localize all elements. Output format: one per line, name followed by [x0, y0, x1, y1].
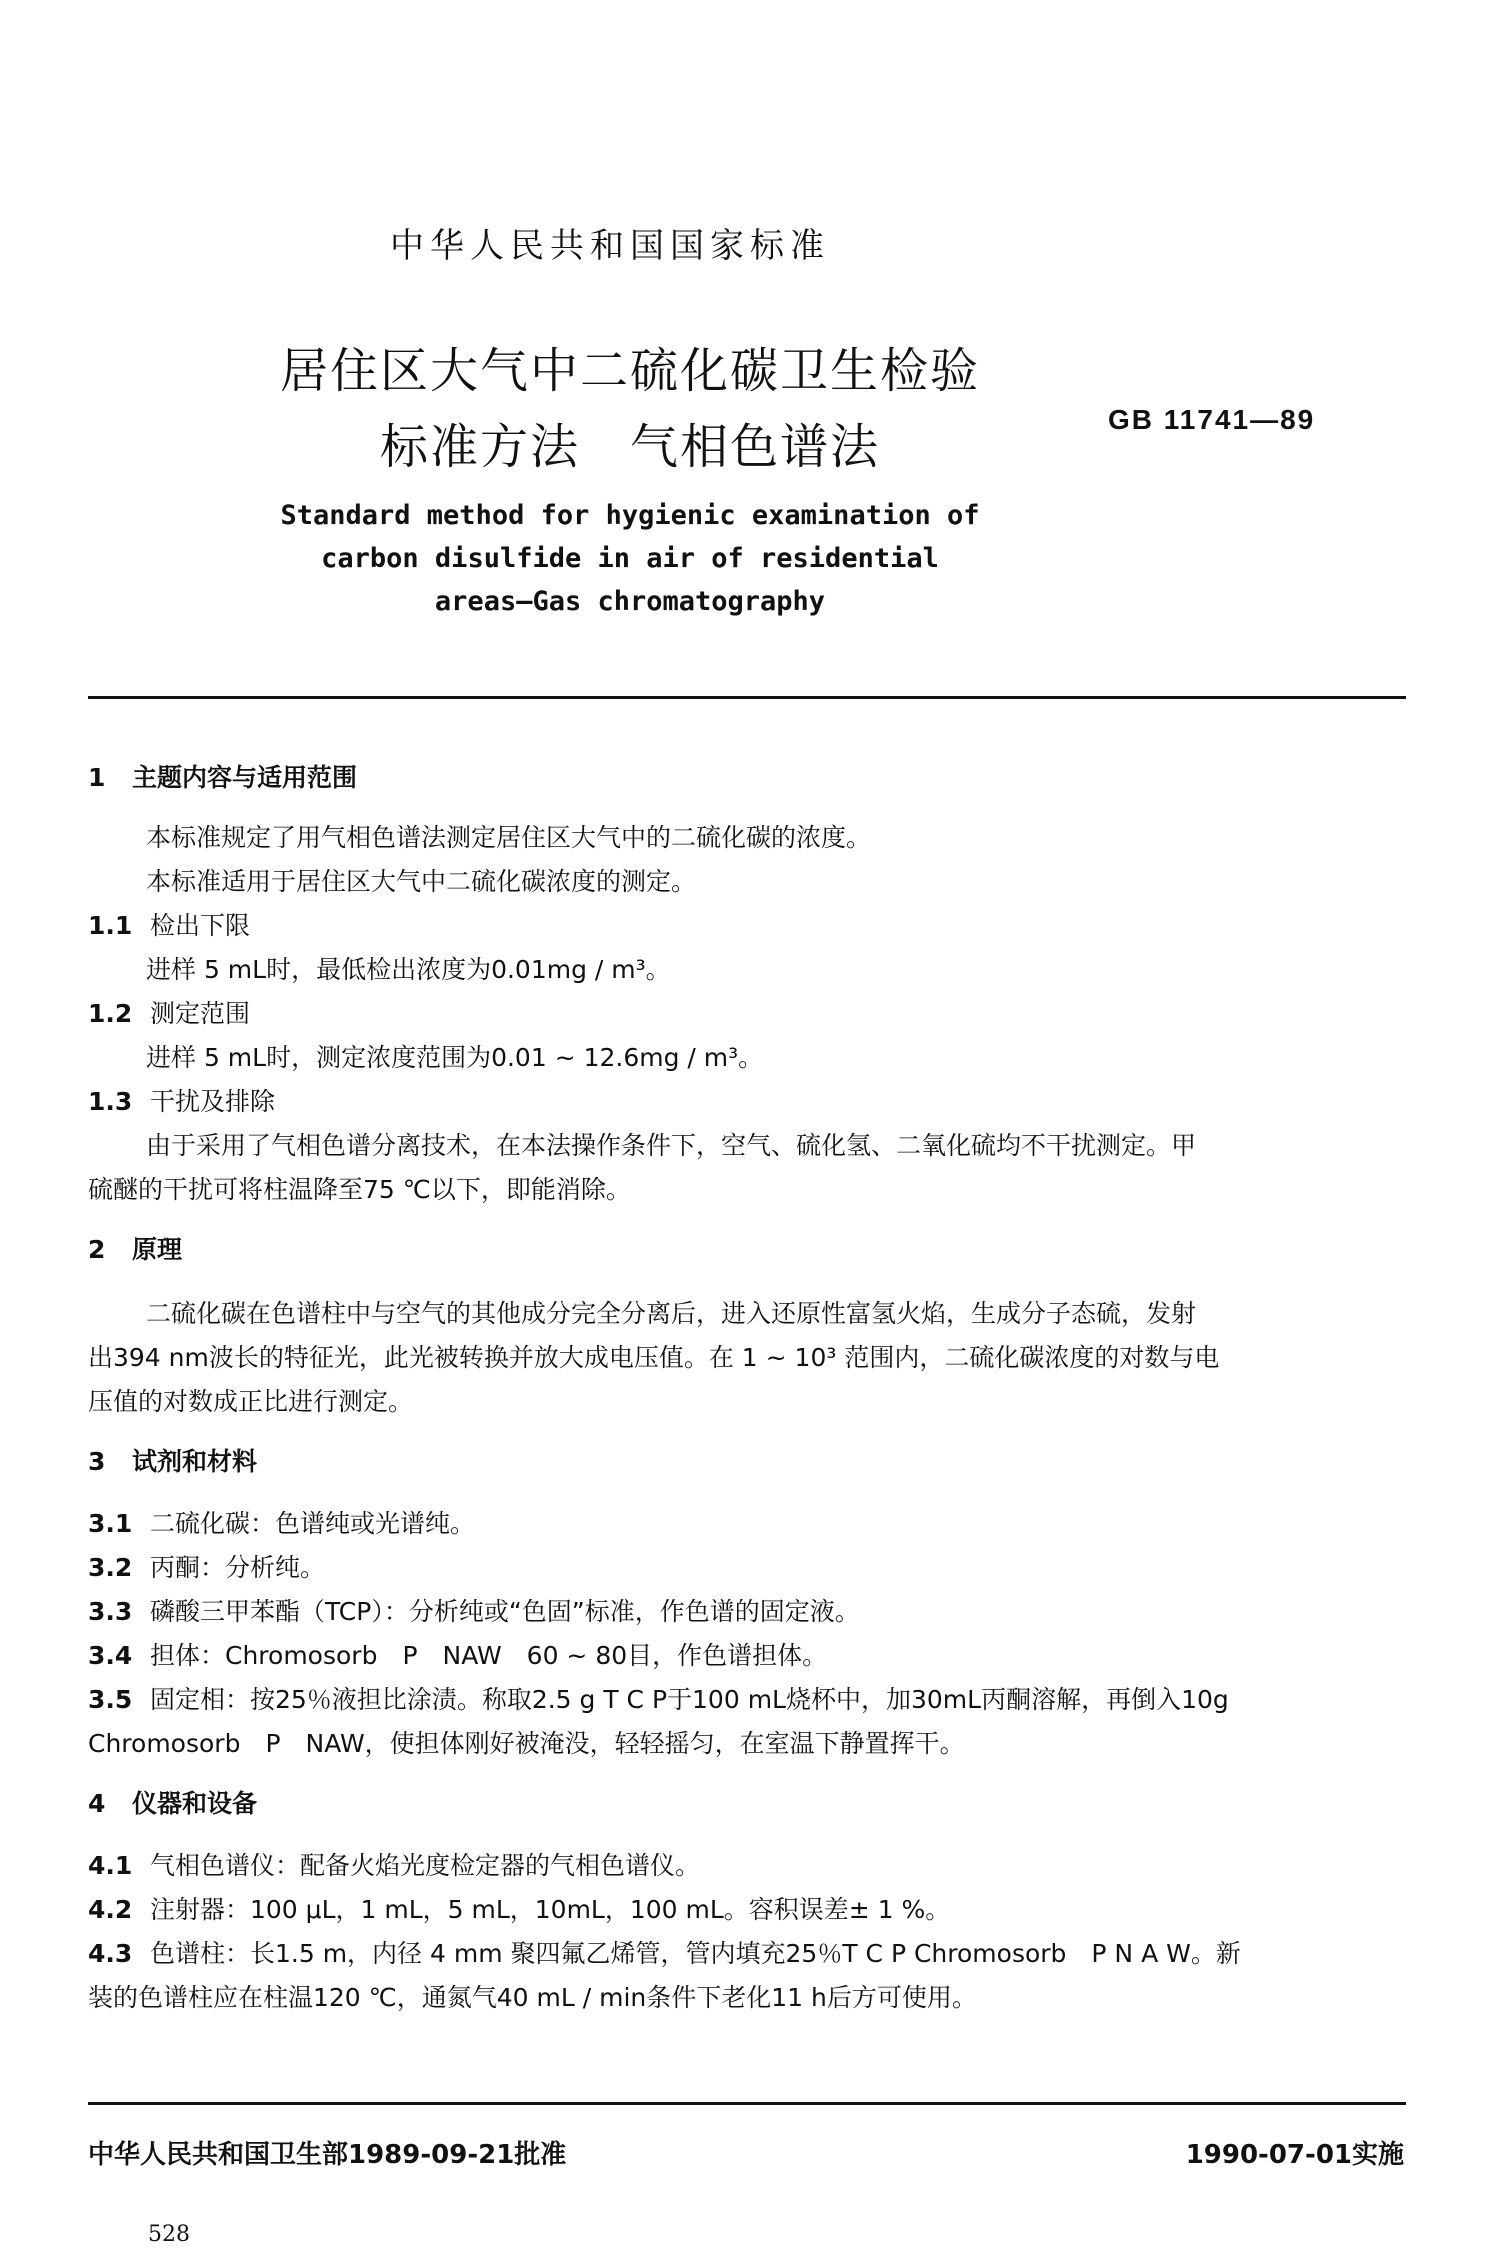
- subsection-number: 3.1: [88, 1509, 133, 1538]
- subsection-1-2: [88, 994, 250, 1030]
- section-title: 主题内容与适用范围: [132, 763, 358, 792]
- subsection-text: 二硫化碳：色谱纯或光谱纯。: [150, 1509, 476, 1538]
- section-2-heading: [88, 1230, 182, 1266]
- section-number: 3: [88, 1447, 106, 1476]
- subsection-3-5: [88, 1680, 1229, 1716]
- implementation-date: 1990-07-01实施: [1185, 2140, 1404, 2170]
- subsection-text: 担体：Chromosorb P NAW 60 ~ 80目，作色谱担体。: [150, 1641, 828, 1670]
- subsection-text: 色谱柱：长1.5 m，内径 4 mm 聚四氟乙烯管，管内填充25％T C P Chromosorb P N A W。新: [150, 1939, 1241, 1968]
- title-en-line2: carbon disulfide in air of residential: [321, 543, 939, 574]
- subsection-number: 1.1: [88, 911, 133, 940]
- title-en-line1: Standard method for hygienic examination of: [280, 500, 980, 531]
- section-number: 2: [88, 1235, 106, 1264]
- subsection-number: 1.3: [88, 1087, 133, 1116]
- subsection-1-3: [88, 1082, 275, 1118]
- subsection-number: 4.1: [88, 1851, 133, 1880]
- section-1-heading: [88, 758, 357, 794]
- paragraph: 装的色谱柱应在柱温120 ℃，通氮气40 mL / min条件下老化11 h后方可使用。: [88, 1983, 977, 2012]
- subsection-4-3: [88, 1934, 1241, 1970]
- subsection-title: 检出下限: [150, 911, 251, 940]
- subsection-text: 丙酮：分析纯。: [150, 1553, 326, 1582]
- section-4-heading: [88, 1784, 257, 1820]
- subsection-number: 3.4: [88, 1641, 133, 1670]
- subsection-3-1: [88, 1504, 475, 1540]
- subsection-3-3: [88, 1592, 860, 1628]
- subsection-title: 测定范围: [150, 999, 251, 1028]
- paragraph: 压值的对数成正比进行测定。: [88, 1387, 414, 1416]
- subsection-text: 固定相：按25％液担比涂渍。称取2.5 g T C P于100 mL烧杯中，加30mL丙酮溶解，再倒入10g: [150, 1685, 1229, 1714]
- paragraph: 出394 nm波长的特征光，此光被转换并放大成电压值。在 1 ~ 10³ 范围内，二硫化碳浓度的对数与电: [88, 1343, 1220, 1372]
- subsection-number: 3.2: [88, 1553, 133, 1582]
- section-title: 仪器和设备: [132, 1789, 258, 1818]
- subsection-3-2: [88, 1548, 325, 1584]
- subsection-number: 1.2: [88, 999, 133, 1028]
- national-standard-heading: 中华人民共和国国家标准: [390, 226, 830, 266]
- subsection-number: 3.3: [88, 1597, 133, 1626]
- subsection-3-4: [88, 1636, 827, 1672]
- paragraph: 本标准适用于居住区大气中二硫化碳浓度的测定。: [146, 867, 697, 896]
- title-cn-line1: 居住区大气中二硫化碳卫生检验: [279, 343, 980, 399]
- subsection-text: 注射器：100 μL，1 mL，5 mL，10mL，100 mL。容积误差± 1 %。: [150, 1895, 951, 1924]
- subsection-number: 4.2: [88, 1895, 133, 1924]
- title-cn-line2: 标准方法 气相色谱法: [379, 419, 880, 475]
- subsection-1-1: [88, 906, 250, 942]
- subsection-4-2: [88, 1890, 950, 1926]
- subsection-number: 4.3: [88, 1939, 133, 1968]
- section-number: 4: [88, 1789, 106, 1818]
- paragraph: 由于采用了气相色谱分离技术，在本法操作条件下，空气、硫化氢、二氧化硫均不干扰测定。甲: [146, 1131, 1197, 1160]
- subsection-4-1: [88, 1846, 700, 1882]
- section-title: 试剂和材料: [132, 1447, 258, 1476]
- paragraph: 进样 5 mL时，最低检出浓度为0.01mg / m³。: [146, 955, 671, 984]
- approval-line: 中华人民共和国卫生部1989-09-21批准: [88, 2140, 567, 2170]
- footer-divider: [88, 2102, 1406, 2105]
- section-title: 原理: [132, 1235, 183, 1264]
- title-en-line3: areas—Gas chromatography: [434, 586, 826, 617]
- page-number: 528: [148, 2222, 190, 2247]
- standard-code: GB 11741—89: [1108, 404, 1316, 435]
- section-3-heading: [88, 1442, 257, 1478]
- subsection-title: 干扰及排除: [150, 1087, 276, 1116]
- paragraph: 硫醚的干扰可将柱温降至75 ℃以下，即能消除。: [88, 1175, 631, 1204]
- header-divider: [88, 696, 1406, 699]
- subsection-text: 气相色谱仪：配备火焰光度检定器的气相色谱仪。: [150, 1851, 701, 1880]
- paragraph: 本标准规定了用气相色谱法测定居住区大气中的二硫化碳的浓度。: [146, 823, 872, 852]
- paragraph: 二硫化碳在色谱柱中与空气的其他成分完全分离后，进入还原性富氢火焰，生成分子态硫，发射: [146, 1299, 1197, 1328]
- subsection-number: 3.5: [88, 1685, 133, 1714]
- paragraph: Chromosorb P NAW，使担体刚好被淹没，轻轻摇匀，在室温下静置挥干。: [88, 1729, 965, 1758]
- paragraph: 进样 5 mL时，测定浓度范围为0.01 ~ 12.6mg / m³。: [146, 1043, 764, 1072]
- subsection-text: 磷酸三甲苯酯（TCP）：分析纯或“色固”标准，作色谱的固定液。: [150, 1597, 860, 1626]
- section-number: 1: [88, 763, 106, 792]
